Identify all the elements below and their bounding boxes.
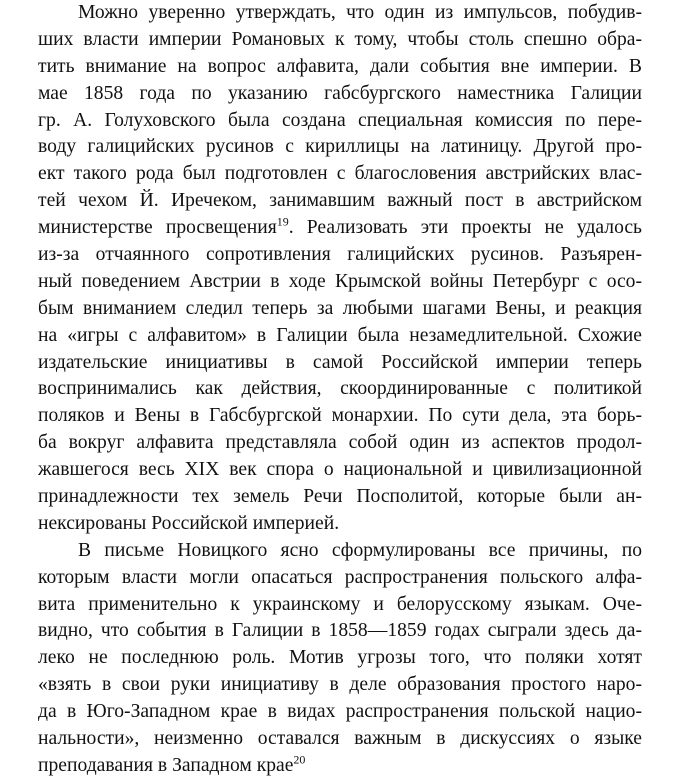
- text-line: из-за отчаянного сопротивления галицийских русинов. Разъярен-: [38, 244, 642, 266]
- footnote-marker: 20: [293, 752, 306, 767]
- text-line: вита применительно к украинскому и белорусскому языкам. Оче-: [38, 593, 642, 615]
- text-line: издательские инициативы в самой Российской империи теперь: [38, 351, 642, 373]
- footnote-marker: 19: [276, 215, 289, 229]
- text-line: жавшегося весь XIX век спора о национальной и цивилизационной: [38, 459, 642, 481]
- text-line: видно, что события в Галиции в 1858—1859 годах сыграли здесь да-: [38, 620, 642, 642]
- text-line: тей чехом Й. Иречеком, занимавшим важный пост в австрийском: [38, 190, 642, 212]
- text-line: ект такого рода был подготовлен с благословения австрийских влас-: [38, 163, 642, 185]
- text-line: [38, 753, 642, 780]
- text-line: гр. А. Голуховского была создана специальная комиссия по пере-: [38, 109, 642, 131]
- text-line: [38, 215, 642, 242]
- text-line: нексированы Российской империей.: [38, 512, 340, 534]
- document-page: [38, 0, 642, 780]
- text-line: тить внимание на вопрос алфавита, дали события вне империи. В: [38, 55, 642, 77]
- text-line: ших власти империи Романовых к тому, чтобы столь спешно обра-: [38, 28, 642, 50]
- text-line: мае 1858 года по указанию габсбургского наместника Галиции: [38, 82, 642, 104]
- text-line: воспринимались как действия, скоординированные с политикой: [38, 378, 642, 400]
- text-line: нальности», неизменно оставался важным в дискуссиях о языке: [38, 728, 642, 750]
- text-segment: министерстве просвещения: [38, 217, 277, 239]
- text-line: которым власти могли опасаться распространения польского алфа-: [38, 566, 642, 588]
- text-line: бым вниманием следил теперь за любыми шагами Вены, и реакция: [38, 297, 642, 319]
- paragraph-2: [38, 538, 642, 780]
- text-line: да в Юго-Западном крае в видах распространения польской нацио-: [38, 701, 642, 723]
- text-line: воду галицийских русинов с кириллицы на латиницу. Другой про-: [38, 136, 642, 158]
- text-line: В письме Новицкого ясно сформулированы все причины, по: [78, 539, 642, 561]
- text-segment: . Реализовать эти проекты не удалось: [288, 217, 642, 239]
- text-line: принадлежности тех земель Речи Посполитой, которые были ан-: [38, 486, 642, 508]
- text-line: на «игры с алфавитом» в Галиции была незамедлительной. Схожие: [38, 324, 642, 346]
- text-line: Можно уверенно утверждать, что один из импульсов, побудив-: [78, 2, 642, 23]
- text-line: леко не последнюю роль. Мотив угрозы того, что поляки хотят: [38, 647, 642, 669]
- text-line: «взять в свои руки инициативу в деле образования простого наро-: [38, 674, 642, 696]
- text-line: поляков и Вены в Габсбургской монархии. По сути дела, эта борь-: [38, 405, 642, 427]
- text-line: ба вокруг алфавита представляла собой один из аспектов продол-: [38, 432, 642, 454]
- text-line: ный поведением Австрии в ходе Крымской войны Петербург с осо-: [38, 270, 642, 292]
- paragraph-1: [38, 0, 642, 538]
- text-segment: преподавания в Западном крае: [38, 754, 294, 776]
